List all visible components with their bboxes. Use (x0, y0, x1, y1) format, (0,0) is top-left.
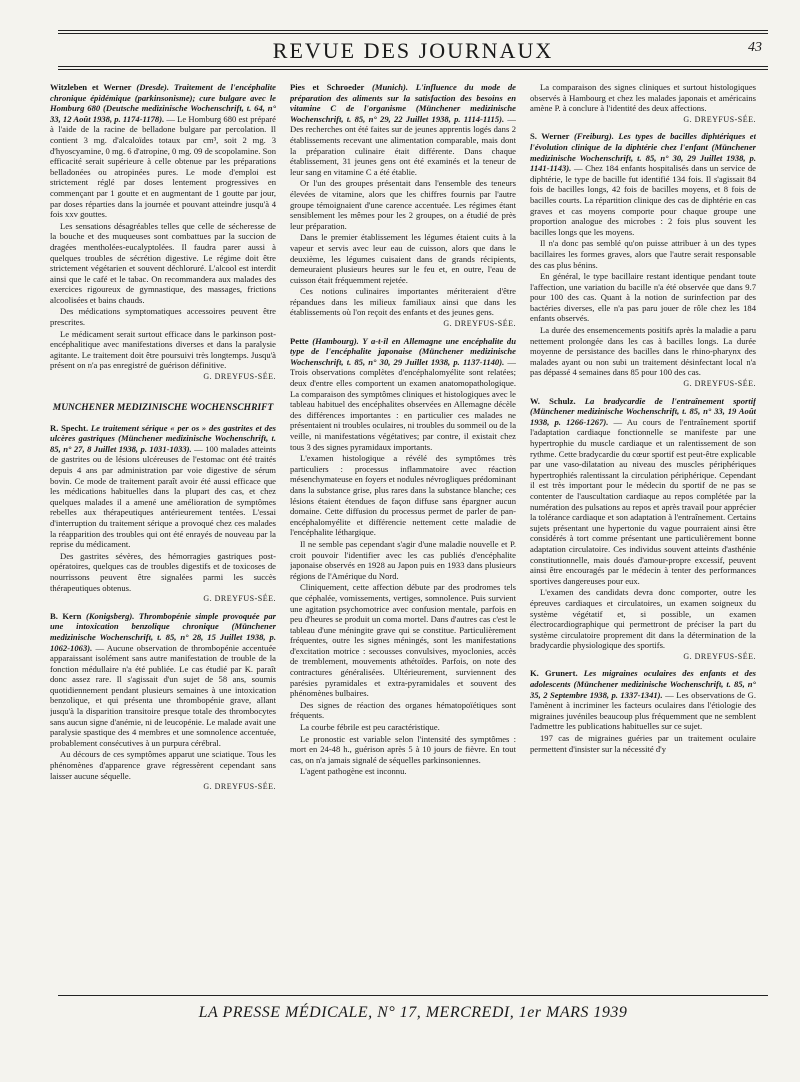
article-text: — Les observations de G. l'amènent à incriminer les facteurs oculaires dans l'étiologie des migraines juvéniles beaucoup plus fréquemment que ne semblent l'admettre les publications habituelles sur ce sujet. (530, 689, 756, 732)
article-heading (50, 423, 276, 550)
article-text: Cliniquement, cette affection débute par des prodromes tels que céphalée, vomissements, vertiges, somnolence. Puis survient une agitation psychomotrice avec confusion mentale, parfois en peu d'heures se produit un coma mortel. Dans d'autres cas c'est le tableau d'une méningite grave qui se constitue. Particulièrement fréquentes, outre les signes méningés, sont les manifestations d'excitation motrice : secousses convulsives, myoclonies, accès de tremblement, mouvements athétoïdes. Parfois, on note des contractures généralisées. Ultérieurement, surviennent des parésies pyramidales et extra-pyramidales et souvent des phénomènes bulbaires. (290, 582, 516, 699)
article-heading (50, 82, 276, 220)
column-3 (530, 82, 756, 987)
article-signature: G. DREYFUS-SÉE. (203, 594, 276, 604)
article-signature: G. DREYFUS-SÉE. (683, 379, 756, 389)
article-heading (530, 668, 756, 732)
article-text: — 100 malades atteints de gastrites ou de lésions ulcéreuses de l'estomac ont été traités depuis 4 ans par administration par voie digestive de sérum bovin. Ce mode de traitement paraît avoir été aussi efficace que les médications habituelles dans la plupart des cas, et chez quelques malades il a amené une amélioration de symptômes rebelles aux thérapeutiques antérieurement tentées. L'essai d'interruption du traitement sérique a provoqué chez ces malades la réapparition des troubles qui ont été enrayés de nouveau par la reprise du médicament. (50, 443, 276, 550)
article-text: Ces notions culinaires importantes mériteraient d'être répandues dans les milieux familiaux ainsi que dans les établissements où l'on reçoit des enfants et des jeunes gens. (290, 286, 516, 318)
article-title: (Munich). L'influence du mode de préparation des aliments sur la satisfaction des besoins en vitamine C de l'organisme (Münchener medizinische Wochenschrift, t. 85, n° 29, 22 Juillet 1938, p. 1114-1115). (290, 82, 516, 124)
article-heading (50, 611, 276, 749)
footer-rule (58, 995, 768, 996)
running-title: REVUE DES JOURNAUX (272, 38, 554, 63)
article-author: S. Werner (530, 131, 570, 142)
article-heading (530, 131, 756, 237)
article-author: R. Specht. (50, 422, 89, 433)
article-heading (530, 396, 756, 587)
article-text: L'examen histologique a révélé des symptômes très particuliers : processus inflammatoire avec réaction mésenchymateuse en foyers et nodules névrogliques prédominant dans la substance grise, plus rares dans la substance blanche; ces lésions étaient étendues de façon diffuse sans épargner aucun domaine. Cette diffusion du processus permet de parler de pan-encéphalomyélite et différencie nettement cette maladie de l'encéphalite léthargique. (290, 453, 516, 538)
article-text: La courbe fébrile est peu caractéristique. (300, 722, 440, 733)
article-signature: G. DREYFUS-SÉE. (683, 114, 756, 124)
article-heading (290, 82, 516, 177)
article-text: Or l'un des groupes présentait dans l'ensemble des teneurs élevées de vitamine, alors que les chiffres fournis par l'autre groupe témoignaient d'une carence accentuée. Les régimes étant sensiblement les mêmes pour les 2 groupes, on a étudié de près leur préparation. (290, 178, 516, 231)
article-author: Pies et Schroeder (290, 82, 365, 92)
article-author: Pette (290, 335, 309, 346)
article-title: (Konigsberg). Thrombopénie simple provoquée par une intoxication benzolique chronique (Münchener medizinische Wochenschrift, t. 85, n° 28, 15 Juillet 1938, p. 1062-1063). (50, 610, 276, 653)
article-author: W. Schulz. (530, 395, 576, 406)
article-signature: G. DREYFUS-SÉE. (203, 782, 276, 792)
article-author: Witzleben et Werner (50, 82, 132, 92)
article-title: La bradycardie de l'entraînement sportif (Münchener medizinische Wochenschrift, t. 85, n° 33, 19 Août 1938, p. 1266-1267). (530, 395, 756, 427)
article-title: (Freiburg). Les types de bacilles diphtériques et l'évolution clinique de la diphtérie chez l'enfant (Münchener medizinische Wochenschrift, t. 85, n° 30, 29 Juillet 1938, p. 1141-1143). (530, 131, 756, 174)
article-text: L'examen des candidats devra donc comporter, outre les épreuves cardiaques et circulatoires, un examen soigneux du système végétatif et, si possible, un examen électrocardiographique qui permettront de préciser la part du système circulatoire proprement dit dans la détermination de la bradycardie physiologique des sportifs. (530, 587, 756, 651)
article-text: La comparaison des signes cliniques et surtout histologiques observés à Hambourg et chez les malades japonais et américains amène P. à conclure à l'identité des deux affections. (530, 82, 756, 114)
article-text: Des gastrites sévères, des hémorragies gastriques post-opératoires, quelques cas de troubles digestifs et de toxicoses de nourrissons peuvent être signalées parmi les succès thérapeutiques obtenus. (50, 550, 276, 593)
article-kern (50, 611, 276, 793)
article-text: Il n'a donc pas semblé qu'on puisse attribuer à un des types bacillaires les formes graves, alors que l'autre serait responsable des cas plus bénins. (530, 238, 756, 270)
top-rule (58, 30, 768, 31)
column-1 (50, 82, 276, 987)
article-text: Le médicament serait surtout efficace dans le parkinson post-encéphalitique avec manifestations diverses et dans la paralysie agitante. Le traitement doit être poursuivi très longtemps. Jusqu'à présent on n'a pas enregistré de guérison définitive. (50, 328, 276, 371)
article-heading (290, 336, 516, 453)
section-heading: MUNCHENER MEDIZINISCHE WOCHENSCHRIFT (52, 402, 274, 413)
article-text: Le pronostic est variable selon l'intensité des symptômes : mort en 24-48 h., guérison après 5 à 10 jours de fièvre. En tout cas, on n'a jamais signalé de séquelles parkinsoniennes. (290, 733, 516, 765)
article-pette-continued (530, 82, 756, 125)
column-2 (290, 82, 516, 987)
top-rule-2 (58, 33, 768, 34)
header-rule (58, 66, 768, 67)
article-title: (Dresde). Traitement de l'encéphalite chronique épidémique (parkinsonisme); cure bulgare avec le Homburg 680 (Deutsche medizinische Wochenschrift, t. 64, n° 33, 12 Août 1938, p. 1174-1178). (50, 82, 276, 124)
page-number: 43 (748, 40, 762, 55)
article-text: 197 cas de migraines guéries par un traitement oculaire permettent d'insister sur la nécessité d'y (530, 733, 756, 754)
article-pies (290, 82, 516, 330)
article-grunert (530, 668, 756, 754)
article-witzleben (50, 82, 276, 383)
article-text: L'agent pathogène est inconnu. (300, 766, 407, 777)
article-werner (530, 131, 756, 389)
article-text: — Au cours de l'entraînement sportif l'adaptation cardiaque fonctionnelle se manifeste par une hypertrophie du muscle cardiaque et un ralentissement de son rythme. Cette bradycardie du cœur sportif est peut-être explicable par une vaso-dilatation au niveau des muscles périphériques hypertrophiés ralentissant la circulation périphérique. Cependant il est très important pour le médecin du sportif de ne pas se contenter de l'auscultation cardiaque au repos complétée par la numération des pulsations au repos et après travail pour apprécier la tolérance cardiaque et son adaptation à l'entraînement. Certains sujets présentant une hypertonie du vague pourraient ainsi être considérés à tort comme présentant une particulièrement bonne adaptation circulatoire. Ces individus souvent atteints d'asthénie constitutionnelle, mais doués d'amour-propre excessif, peuvent ainsi être encouragés par le médecin à tenter des performances sportives dangereuses pour eux. (530, 416, 756, 586)
article-author: K. Grunert. (530, 668, 578, 679)
article-text: La durée des ensemencements positifs après la maladie a paru nettement prolongée dans les cas à bacilles longs. La durée moyenne de persistance des bacilles dans le rhino-pharynx des malades ayant ou non subi un traitement désinfectant local n'a pas dépassé 4 semaines dans 85 pour 100 des cas. (530, 325, 756, 378)
article-text: Il ne semble pas cependant s'agir d'une maladie nouvelle et P. croit pouvoir l'identifier avec les cas publiés d'encéphalite japonaise observés en 1928 au Japon puis en 1933 dans plusieurs régions de l'Amérique du Nord. (290, 538, 516, 581)
article-text: Des signes de réaction des organes hématopoïétiques sont fréquents. (290, 699, 516, 721)
article-text: — Trois observations complètes d'encéphalomyélite sont relatées; deux d'entre elles comportent un examen anatomopathologique. La comparaison des symptômes cliniques et histologiques avec le tableau habituel des encéphalites observées en Allemagne décèle des différences importantes : en particulier ces malades ne présentaient ni troubles oculaires, ni troubles du sommeil ou de la veille, ni manifestations végétatives; par contre, il existait chez tous 3 des signes pyramidaux importants. (290, 356, 516, 452)
article-signature: G. DREYFUS-SÉE. (443, 319, 516, 329)
article-text: — Aucune observation de thrombopénie accentuée apparaissant isolément sans autre manifestation de trouble de la fonction médullaire n'a été publiée. Le cas étudié par K. paraît donc assez rare. Il s'agissait d'un sujet de 58 ans, soumis quotidiennement pendant plusieurs semaines à une intoxication benzolique, et qui présenta une thrombopénie grave, allant jusqu'à la disparition transitoire presque totale des thrombocytes sans aucun signe d'anémie, ni de leucopénie. Le malade avait une paralysie spastique des 4 membres et une somnolence accentuée, probablement consécutives à un purpura cérébral. (50, 642, 276, 748)
article-schulz (530, 396, 756, 663)
article-author: B. Kern (50, 610, 82, 621)
article-title: Le traitement sérique « per os » des gastrites et des ulcères gastriques (Münchener medizinische Wochenschrift, t. 85, n° 27, 8 Juillet 1938, p. 1031-1033). (50, 422, 276, 454)
article-text: Les sensations désagréables telles que celle de sécheresse de la bouche et des muqueuses sont combattues par la succion de dragées mentholées-eucalyptolées. Il faudra parer aussi à quelques troubles de sécrétion digestive. Le régime doit être strictement végétarien et souvent déchloruré. L'alcool est interdit ainsi que le café et le tabac. On recommandera aux malades des exercices rigoureux de gymnastique, des massages, frictions alcoolisées et bains chauds. (50, 220, 276, 305)
article-text: Des médications symptomatiques accessoires peuvent être prescrites. (50, 306, 276, 328)
article-text: — Des recherches ont été faites sur de jeunes apprentis logés dans 2 établissements recevant une alimentation comparable, mais dont la préparation culinaire était différente. Dans chaque établissement, 31 jeunes gens ont été examinés et la teneur de leur sang en vitamine C a été établie. (290, 113, 516, 177)
article-text: Dans le premier établissement les légumes étaient cuits à la vapeur et servis avec leur eau de cuisson, alors que dans le deuxième, les légumes cuisaient dans de grands récipients, demeuraient plusieurs heures sur le feu et, en outre, l'eau de cuisson était fréquemment rejetée. (290, 232, 516, 285)
header-rule-2 (58, 69, 768, 70)
article-text: — Le Homburg 680 est préparé à l'aide de la racine de belladone bulgare par percolation. Il contient 3 mg. d'alcaloïdes totaux par cm³, soit 2 mg. 3 d'hyoscyamine, 0 mg. 6 d'atropine, 0 mg. 09 de scopolamine. Son efficacité serait supérieure à celle obtenue par les préparations belladonées ou atropinées pures. Le mode d'emploi est strictement réglé par doses lentement progressives en commençant par 1 goutte et en augmentant de 1 goutte par jour, par doses réparties dans la journée et pouvant atteindre jusqu'à 4 fois xxv gouttes. (50, 113, 276, 220)
article-signature: G. DREYFUS-SÉE. (203, 372, 276, 382)
article-pette (290, 336, 516, 777)
article-signature: G. DREYFUS-SÉE. (683, 651, 756, 661)
article-title: Les migraines oculaires des enfants et des adolescents (Münchener medizinische Wochenschrift, t. 85, n° 35, 2 Septembre 1938, p. 1337-1341). (530, 668, 756, 700)
article-title: (Hambourg). Y a-t-il en Allemagne une encéphalite du type de l'encéphalite japonaise (Münchener medizinische Wochenschrift, t. 85, n° 30, 29 Juillet 1938, p. 1137-1140). (290, 335, 516, 367)
article-text: En général, le type bacillaire restant identique pendant toute l'affection, une variation du bacille n'a été observée que dans 9.7 pour 100 des cas. Quant à la notion de surinfection par des bactéries diverses, elle n'a pas paru jouer de rôle chez les 184 enfants observés. (530, 271, 756, 324)
article-specht (50, 423, 276, 605)
running-footer: LA PRESSE MÉDICALE, N° 17, MERCREDI, 1er MARS 1939 (198, 1004, 628, 1021)
article-text: — Chez 184 enfants hospitalisés dans un service de diphtérie, le type de bacille fut identifié 134 fois. Il s'agissait 84 fois de bacilles longs, 42 fois de bacilles moyens, et 8 fois de bacilles courts. La répartition clinique des cas de diphtérie en cas graves et cas moyens comporte pour chaque groupe une proportion analogue des microbes : 2 fois plus souvent les bacilles longs que les moyens. (530, 163, 756, 237)
article-text: Au décours de ces symptômes apparut une sciatique. Tous les phénomènes d'apparence grave régressèrent cependant sans laisser aucune séquelle. (50, 749, 276, 781)
